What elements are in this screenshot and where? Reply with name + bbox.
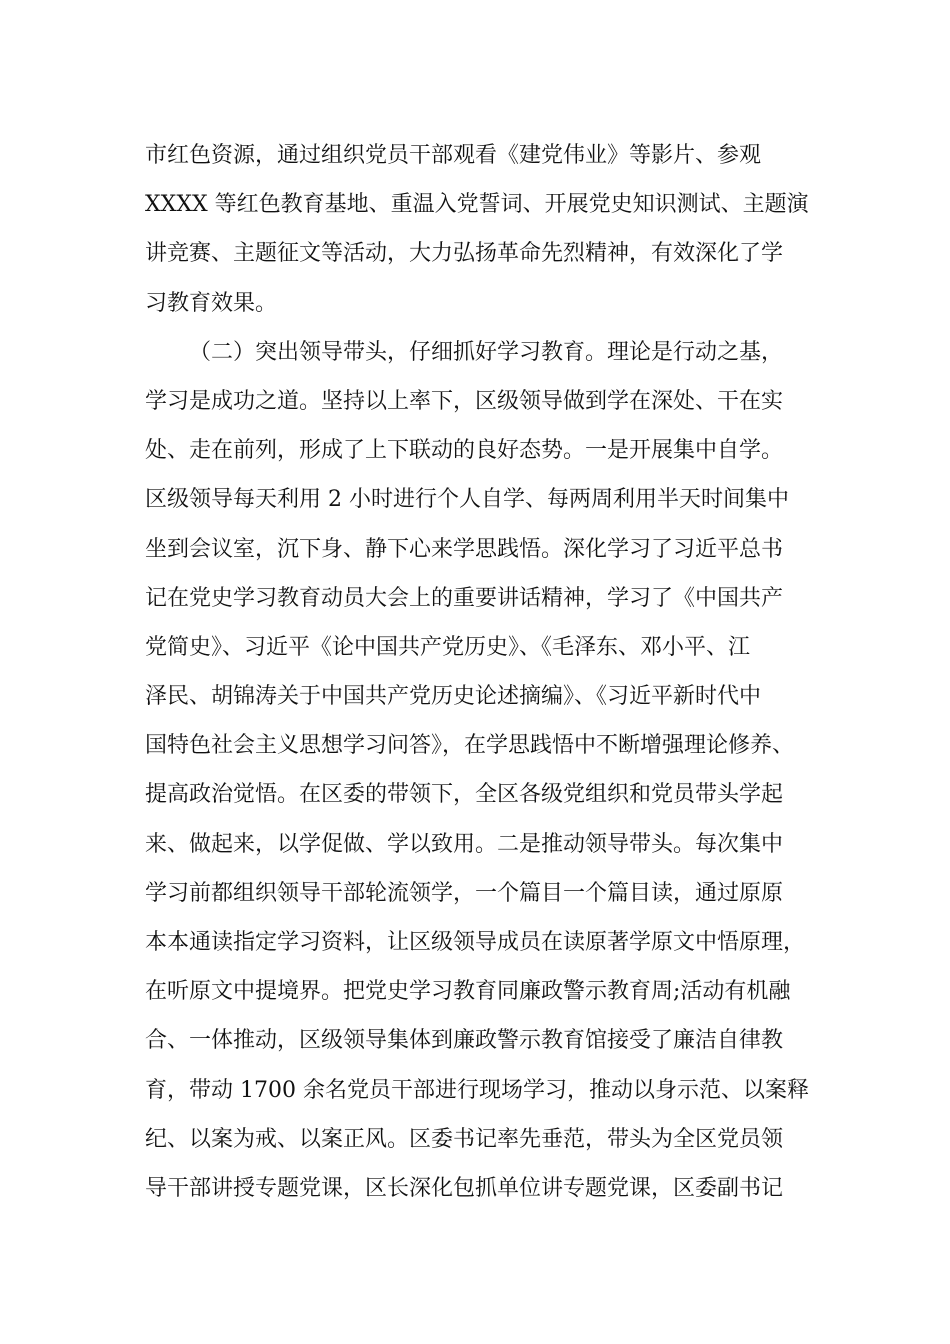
- text-line: 处、走在前列，形成了上下联动的良好态势。一是开展集中自学。: [145, 438, 784, 464]
- text-line: 区级领导每天利用 2 小时进行个人自学、每两周利用半天时间集中: [145, 487, 789, 513]
- text-line: 记在党史学习教育动员大会上的重要讲话精神，学习了《中国共产: [145, 585, 784, 611]
- text-line: 来、做起来，以学促做、学以致用。二是推动领导带头。每次集中: [145, 831, 784, 857]
- text-line: 国特色社会主义思想学习问答》，在学思践悟中不断增强理论修养、: [145, 733, 795, 759]
- text-line: 本本通读指定学习资料，让区级领导成员在读原著学原文中悟原理，: [145, 930, 806, 955]
- text-line: 党简史》、习近平《论中国共产党历史》、《毛泽东、邓小平、江: [145, 634, 751, 660]
- text-line: 习教育效果。: [145, 290, 278, 316]
- body-text: [145, 131, 825, 1213]
- text-line: 讲竞赛、主题征文等活动，大力弘扬革命先烈精神，有效深化了学: [145, 241, 784, 267]
- text-line: 学习是成功之道。坚持以上率下，区级领导做到学在深处、干在实: [145, 388, 784, 414]
- text-line: XXXX 等红色教育基地、重温入党誓词、开展党史知识测试、主题演: [145, 192, 809, 218]
- text-line: 学习前都组织领导干部轮流领学，一个篇目一个篇目读，通过原原: [145, 880, 784, 906]
- text-line: 泽民、胡锦涛关于中国共产党历史论述摘编》、《习近平新时代中: [145, 684, 762, 710]
- text-line: 纪、以案为戒、以案正风。区委书记率先垂范，带头为全区党员领: [145, 1126, 784, 1152]
- text-line: 坐到会议室，沉下身、静下心来学思践悟。深化学习了习近平总书: [145, 536, 784, 562]
- text-line: 育，带动 1700 余名党员干部进行现场学习，推动以身示范、以案释: [145, 1077, 809, 1103]
- text-line: 市红色资源，通过组织党员干部观看《建党伟业》等影片、参观: [145, 143, 762, 168]
- text-line: 合、一体推动，区级领导集体到廉政警示教育馆接受了廉洁自律教: [145, 1028, 784, 1054]
- text-line: 在听原文中提境界。把党史学习教育同廉政警示教育周;活动有机融: [145, 979, 791, 1005]
- text-line: 提高政治觉悟。在区委的带领下，全区各级党组织和党员带头学起: [145, 782, 784, 808]
- text-line: 导干部讲授专题党课，区长深化包抓单位讲专题党课，区委副书记: [145, 1175, 784, 1201]
- section-heading-line: （二）突出领导带头，仔细抓好学习教育。理论是行动之基，: [189, 339, 784, 365]
